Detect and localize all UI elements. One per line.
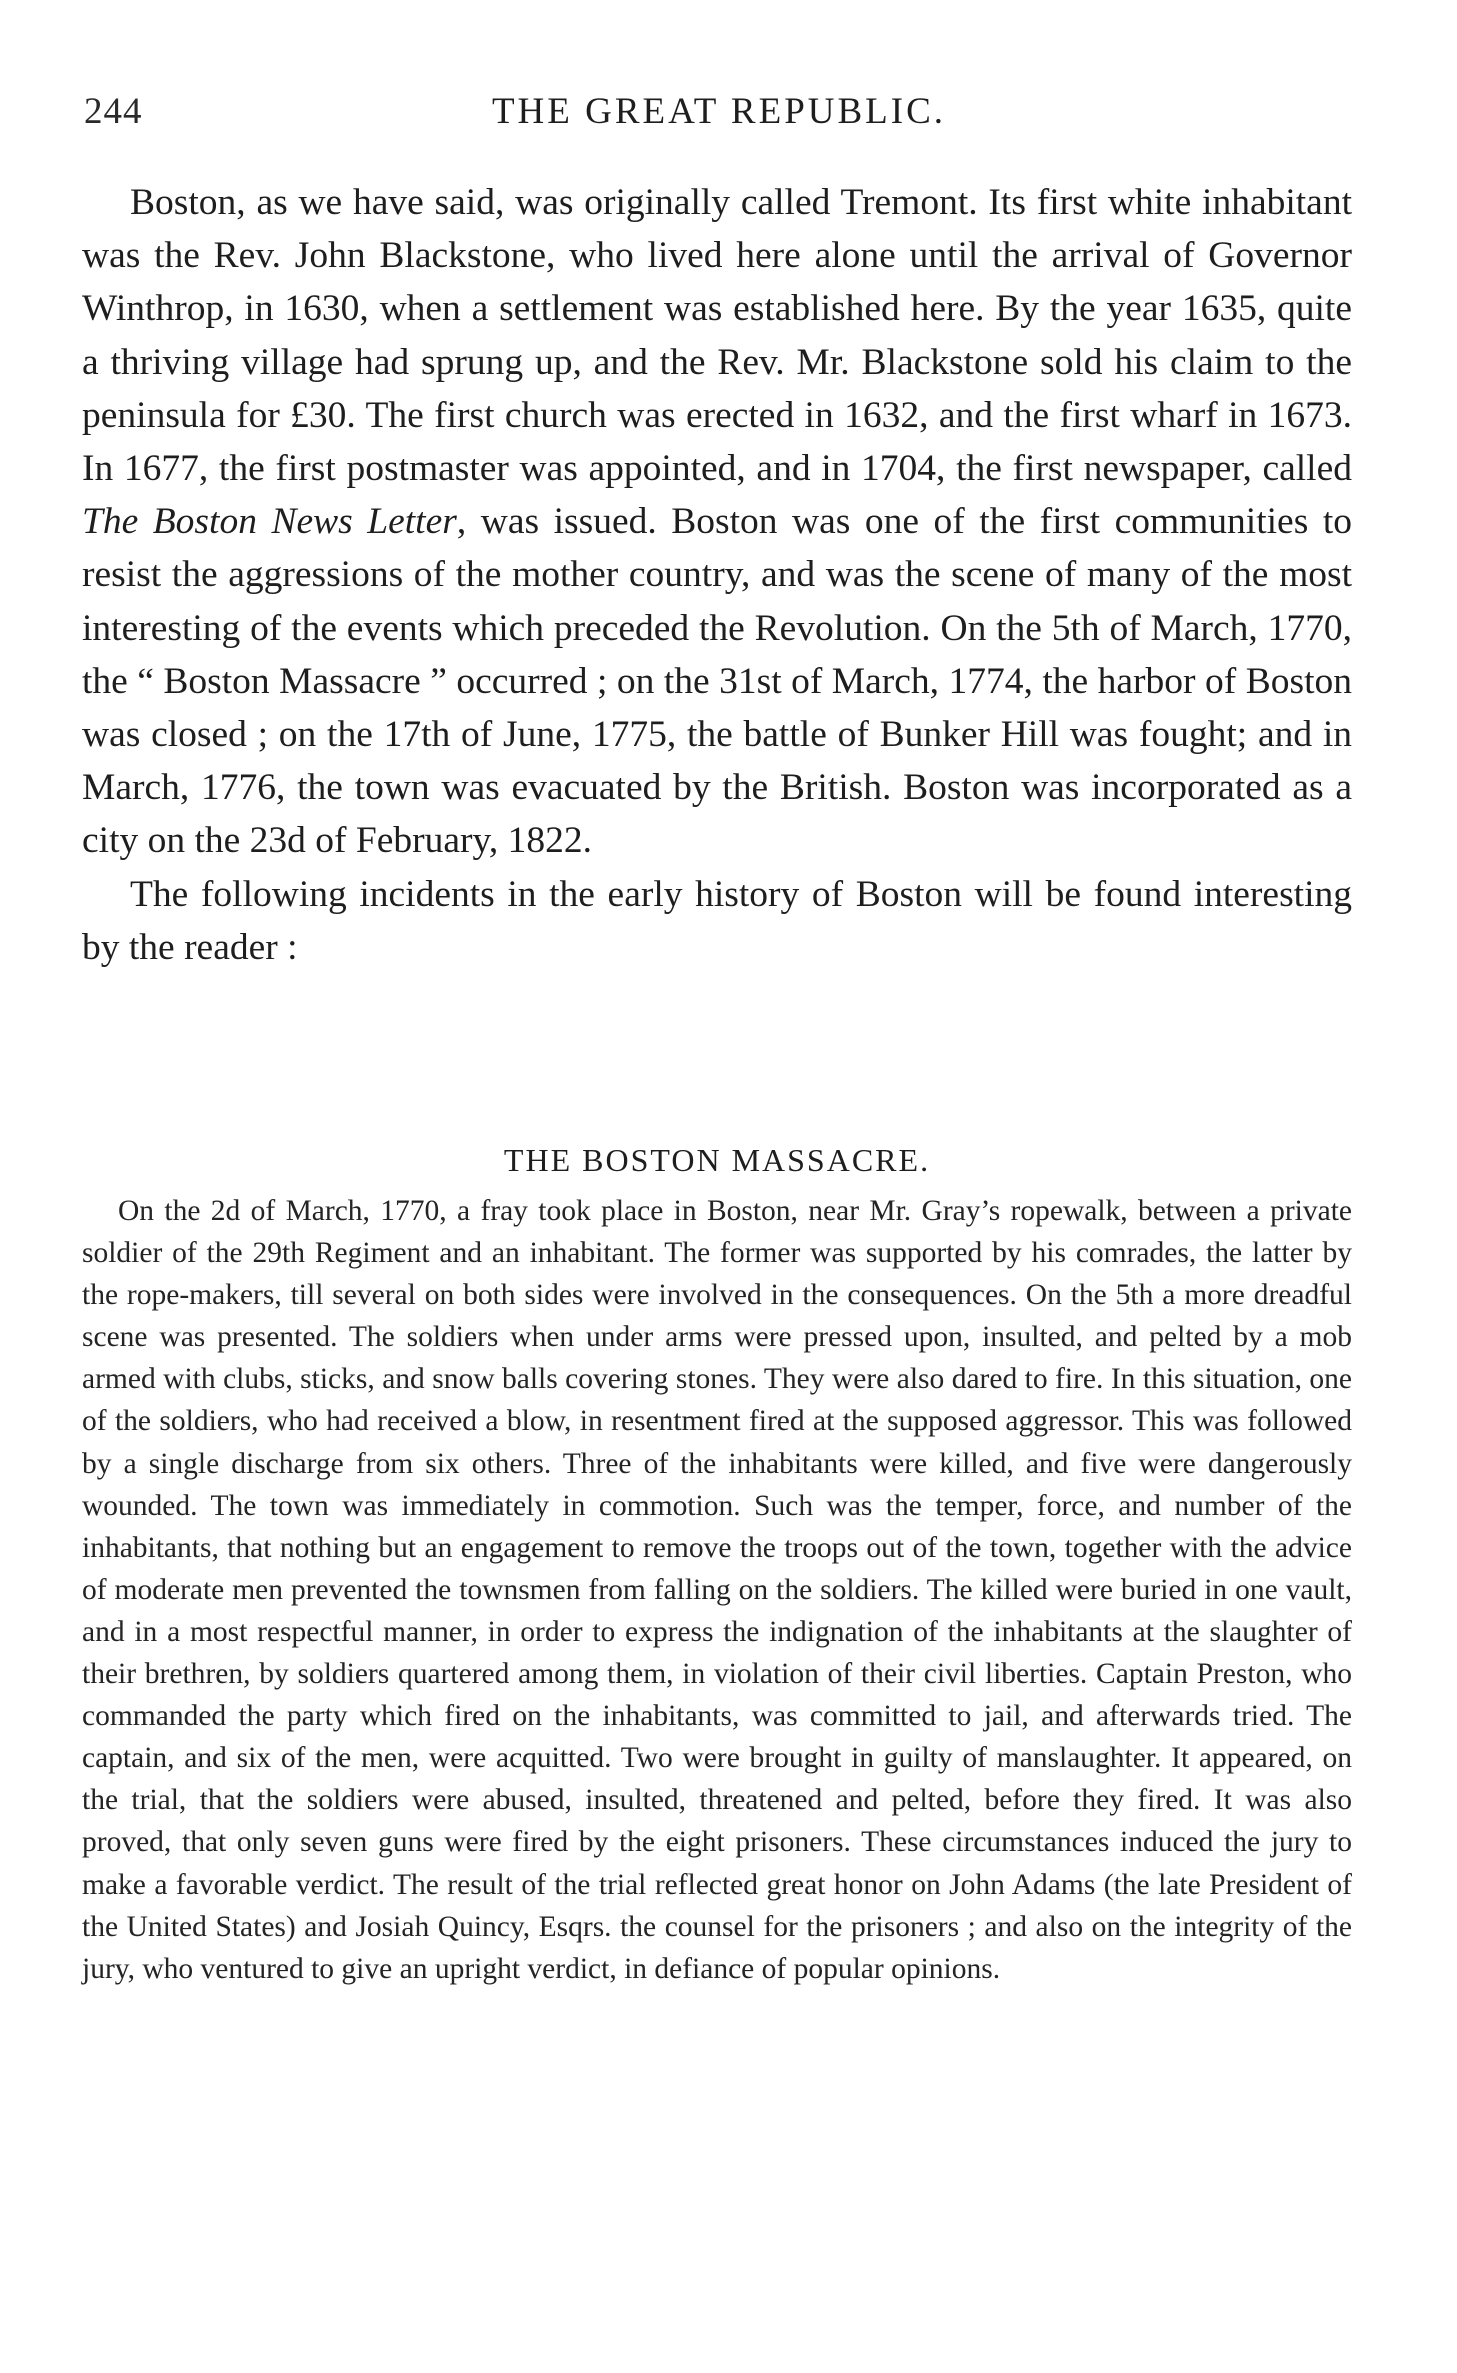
- page-number: 244: [84, 91, 143, 132]
- paragraph-massacre: On the 2d of March, 1770, a fray took place in Boston, near Mr. Gray’s ropewalk, between a private soldier of the 29th Regiment and an inhabitant. The former was supported by his comrades, the latter by the rope-makers, till several on both sides were involved in the consequences. On the 5th a more dreadful scene was presented. The soldiers when under arms were pressed upon, insulted, and pelted by a mob armed with clubs, sticks, and snow balls covering stones. They were also dared to fire. In this situation, one of the soldiers, who had received a blow, in resentment fired at the supposed aggressor. This was followed by a single discharge from six others. Three of the inhabitants were killed, and five were dangerously wounded. The town was immediately in commotion. Such was the temper, force, and number of the inhabitants, that nothing but an engagement to remove the troops out of the town, together with the advice of moderate men prevented the townsmen from falling on the soldiers. The killed were buried in one vault, and in a most respectful manner, in order to express the indignation of the inhabitants at the slaughter of their brethren, by soldiers quartered among them, in violation of their civil liberties. Captain Preston, who commanded the party which fired on the inhabitants, was committed to jail, and afterwards tried. The captain, and six of the men, were acquitted. Two were brought in guilty of manslaughter. It appeared, on the trial, that the soldiers were abused, insulted, threatened and pelted, before they fired. It was also proved, that only seven guns were fired by the eight prisoners. These circumstances induced the jury to make a favorable verdict. The result of the trial reflected great honor on John Adams (the late President of the United States) and Josiah Quincy, Esqrs. the counsel for the prisoners ; and also on the integrity of the jury, who ventured to give an upright verdict, in defiance of popular opinions.: [82, 1195, 1352, 1985]
- extract-text: [82, 1190, 1352, 1990]
- paragraph-intro: The following incidents in the early history of Boston will be found interesting by the reader :: [82, 873, 1352, 968]
- body-text: [82, 176, 1352, 974]
- running-title: THE GREAT REPUBLIC.: [491, 91, 947, 132]
- paragraph-boston-history: [82, 176, 1352, 868]
- newspaper-title: The Boston News Letter: [82, 501, 457, 543]
- paragraph-text: , was issued. Boston was one of the first communities to resist the aggressions of the mother country, and was the scene of many of the most interesting of the events which preceded the Revolution. On the 5th of March, 1770, the “ Boston Massacre ” occurred ; on the 31st of March, 1774, the harbor of Boston was closed ; on the 17th of June, 1775, the battle of Bunker Hill was fought; and in March, 1776, the town was evacuated by the British. Boston was incorporated as a city on the 23d of February, 1822.: [82, 501, 1352, 862]
- paragraph-text: Boston, as we have said, was originally called Tremont. Its first white inhabitant was the Rev. John Blackstone, who lived here alone until the arrival of Governor Winthrop, in 1630, when a settlement was established here. By the year 1635, quite a thriving village had sprung up, and the Rev. Mr. Blackstone sold his claim to the peninsula for £30. The first church was erected in 1632, and the first wharf in 1673. In 1677, the first postmaster was appointed, and in 1704, the first newspaper, called: [82, 182, 1352, 490]
- running-head: [84, 90, 1354, 140]
- section-heading: THE BOSTON MASSACRE.: [503, 1142, 931, 1178]
